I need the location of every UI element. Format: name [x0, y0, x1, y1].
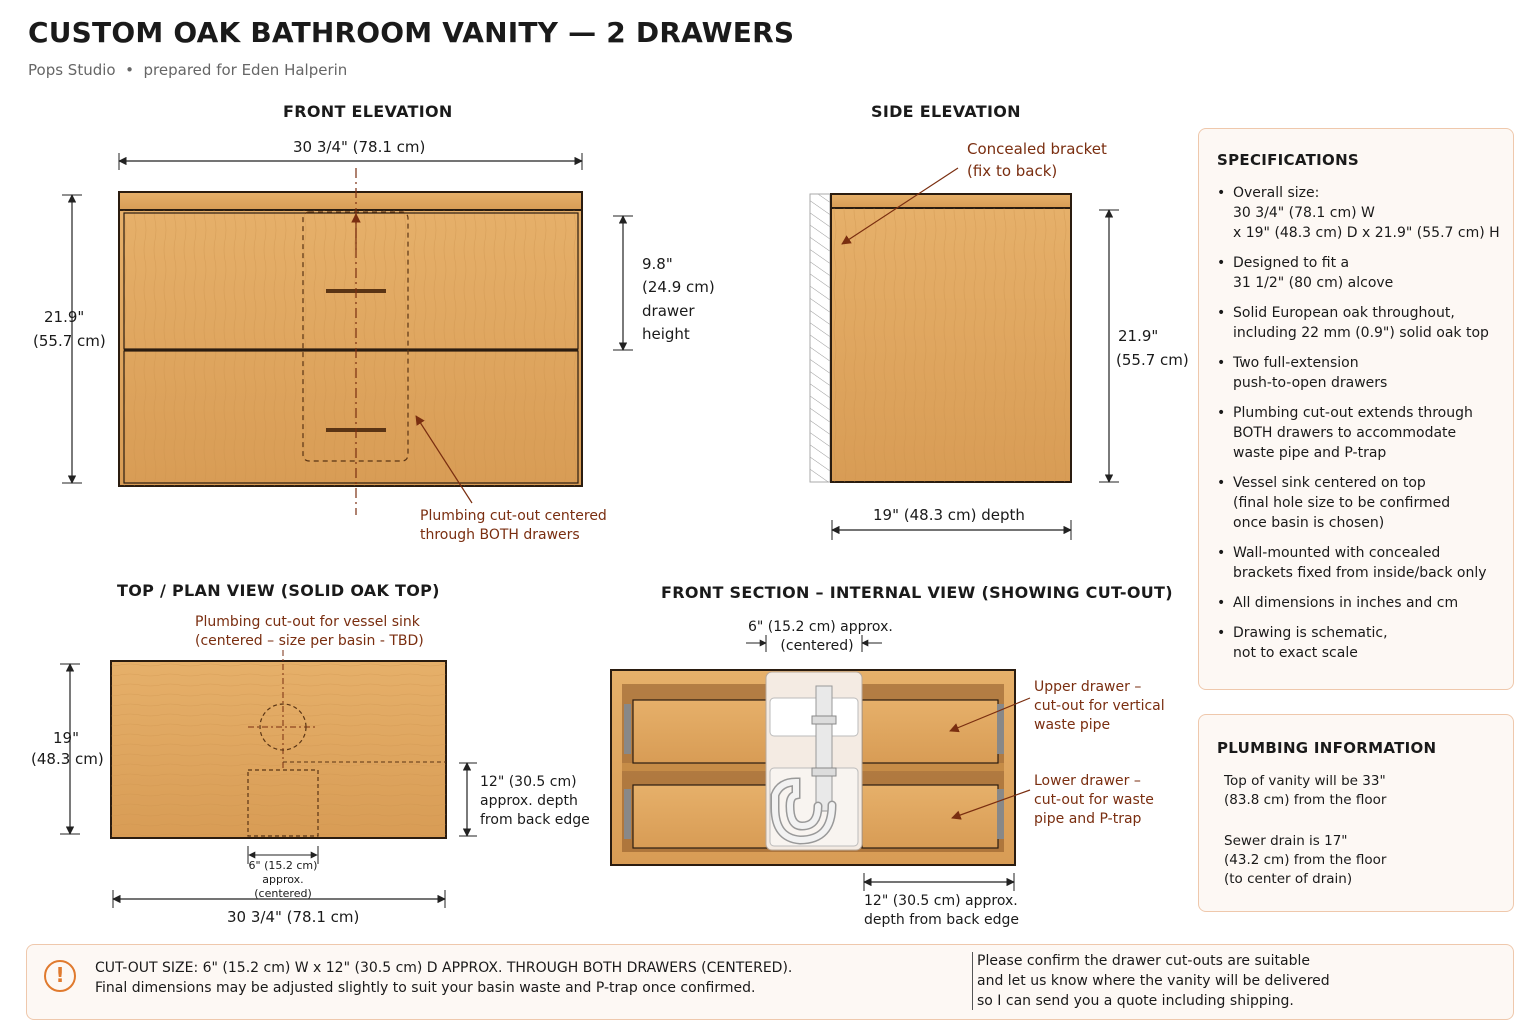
section-view-title: FRONT SECTION – INTERNAL VIEW (SHOWING CUT-OUT) [661, 583, 1173, 602]
plan-cutout-width [232, 859, 334, 901]
side-height-dimension-cm: (55.7 cm) [1116, 351, 1189, 369]
plumbing-top-line2: (83.8 cm) from the floor [1224, 792, 1387, 808]
plan-cutout-width-line1: 6" (15.2 cm) [248, 859, 318, 872]
plan-cutout-note-line2: (centered – size per basin - TBD) [195, 633, 424, 649]
cutout-size-note [95, 958, 792, 998]
drawer-height-label1: drawer [642, 302, 695, 320]
cutout-size-line1: CUT-OUT SIZE: 6" (15.2 cm) W x 12" (30.5 cm) D APPROX. THROUGH BOTH DRAWERS (CENTERED). [95, 960, 793, 976]
plan-view-title: TOP / PLAN VIEW (SOLID OAK TOP) [117, 581, 440, 600]
front-cutout-note-line1: Plumbing cut-out centered [420, 508, 607, 524]
exclamation-icon: ! [44, 960, 76, 992]
footer-divider [972, 952, 973, 1010]
plan-cutout-note [195, 613, 424, 651]
front-width-dimension: 30 3/4" (78.1 cm) [293, 138, 426, 156]
studio-name: Pops Studio [28, 61, 116, 79]
plan-cutout-width-line3: (centered) [254, 887, 312, 900]
section-depth-dimension-line1: 12" (30.5 cm) approx. [864, 893, 1018, 909]
confirmation-message [977, 951, 1330, 1011]
front-height-dimension-cm: (55.7 cm) [33, 332, 106, 350]
plan-depth-dimension-in: 19" [53, 729, 79, 747]
specifications-panel [1198, 128, 1514, 690]
front-height-dimension-in: 21.9" [44, 308, 85, 326]
plumbing-drain-line1: Sewer drain is 17" [1224, 833, 1348, 849]
plumbing-drain-height [1224, 832, 1386, 889]
plan-depth-dimension-cm: (48.3 cm) [31, 750, 104, 768]
spec-item: • Plumbing cut-out extends through BOTH drawers to accommodate waste pipe and P-trap [1217, 403, 1503, 463]
upper-drawer-note-line1: Upper drawer – [1034, 679, 1142, 695]
drawer-height-label2: height [642, 325, 690, 343]
plumbing-top-line1: Top of vanity will be 33" [1224, 773, 1386, 789]
bracket-note [967, 138, 1107, 182]
lower-drawer-note-line3: pipe and P-trap [1034, 811, 1142, 827]
section-depth-dimension-line2: depth from back edge [864, 912, 1019, 928]
spec-item: • Solid European oak throughout, including 22 mm (0.9") solid oak top [1217, 303, 1503, 343]
specifications-title: SPECIFICATIONS [1217, 151, 1360, 169]
section-cutout-dimension-line2: (centered) [780, 638, 854, 654]
side-height-dimension-in: 21.9" [1118, 327, 1159, 345]
plan-cutout-depth-line2: approx. depth [480, 793, 578, 809]
side-elevation-title: SIDE ELEVATION [871, 102, 1021, 121]
prepared-for: prepared for Eden Halperin [143, 61, 348, 79]
lower-drawer-note [1034, 772, 1154, 829]
front-cutout-note [420, 507, 607, 545]
bracket-note-line1: Concealed bracket [967, 140, 1107, 158]
upper-drawer-note-line3: waste pipe [1034, 717, 1111, 733]
spec-item: • Two full-extension push-to-open drawers [1217, 353, 1503, 393]
plan-cutout-width-line2: approx. [262, 873, 304, 886]
page-title: CUSTOM OAK BATHROOM VANITY — 2 DRAWERS [28, 16, 795, 49]
plan-cutout-depth-line3: from back edge [480, 812, 590, 828]
front-elevation-drawing [62, 153, 633, 515]
drawer-height-cm: (24.9 cm) [642, 278, 715, 296]
plan-cutout-note-line1: Plumbing cut-out for vessel sink [195, 614, 420, 630]
cutout-size-line2: Final dimensions may be adjusted slightly to suit your basin waste and P-trap once confirmed. [95, 980, 756, 996]
side-elevation-drawing [810, 168, 1119, 540]
section-cutout-dimension-line1: 6" (15.2 cm) approx. [748, 619, 893, 635]
plumbing-title: PLUMBING INFORMATION [1217, 739, 1437, 757]
plumbing-top-height [1224, 772, 1386, 810]
confirmation-line2: and let us know where the vanity will be delivered [977, 973, 1330, 989]
lower-drawer-note-line1: Lower drawer – [1034, 773, 1141, 789]
spec-item: • Overall size: 30 3/4" (78.1 cm) W x 19" (48.3 cm) D x 21.9" (55.7 cm) H [1217, 183, 1503, 243]
front-elevation-title: FRONT ELEVATION [283, 102, 453, 121]
drawer-height-in: 9.8" [642, 255, 673, 273]
spec-item: • Vessel sink centered on top (final hole size to be confirmed once basin is chosen) [1217, 473, 1503, 533]
confirmation-line1: Please confirm the drawer cut-outs are suitable [977, 953, 1310, 969]
front-section-drawing [611, 635, 1030, 891]
plan-width-dimension: 30 3/4" (78.1 cm) [227, 908, 360, 926]
plumbing-drain-line2: (43.2 cm) from the floor [1224, 852, 1387, 868]
bracket-note-line2: (fix to back) [967, 162, 1058, 180]
side-depth-dimension: 19" (48.3 cm) depth [873, 506, 1025, 524]
plumbing-drain-line3: (to center of drain) [1224, 871, 1353, 887]
upper-drawer-note-line2: cut-out for vertical [1034, 698, 1165, 714]
plan-cutout-depth-line1: 12" (30.5 cm) [480, 774, 577, 790]
spec-item: • Wall-mounted with concealed brackets fixed from inside/back only [1217, 543, 1503, 583]
section-cutout-dimension [748, 618, 893, 656]
lower-drawer-note-line2: cut-out for waste [1034, 792, 1154, 808]
subtitle-separator: • [125, 61, 134, 79]
spec-item: • Designed to fit a 31 1/2" (80 cm) alcove [1217, 253, 1503, 293]
upper-drawer-note [1034, 678, 1165, 735]
page-subtitle [28, 61, 347, 79]
section-depth-dimension [864, 892, 1019, 930]
specifications-list [1217, 183, 1503, 663]
confirmation-line3: so I can send you a quote including shipping. [977, 993, 1294, 1009]
spec-item: • Drawing is schematic, not to exact scale [1217, 623, 1503, 663]
front-cutout-note-line2: through BOTH drawers [420, 527, 580, 543]
spec-item: • All dimensions in inches and cm [1217, 593, 1503, 613]
plan-cutout-depth [480, 773, 590, 830]
